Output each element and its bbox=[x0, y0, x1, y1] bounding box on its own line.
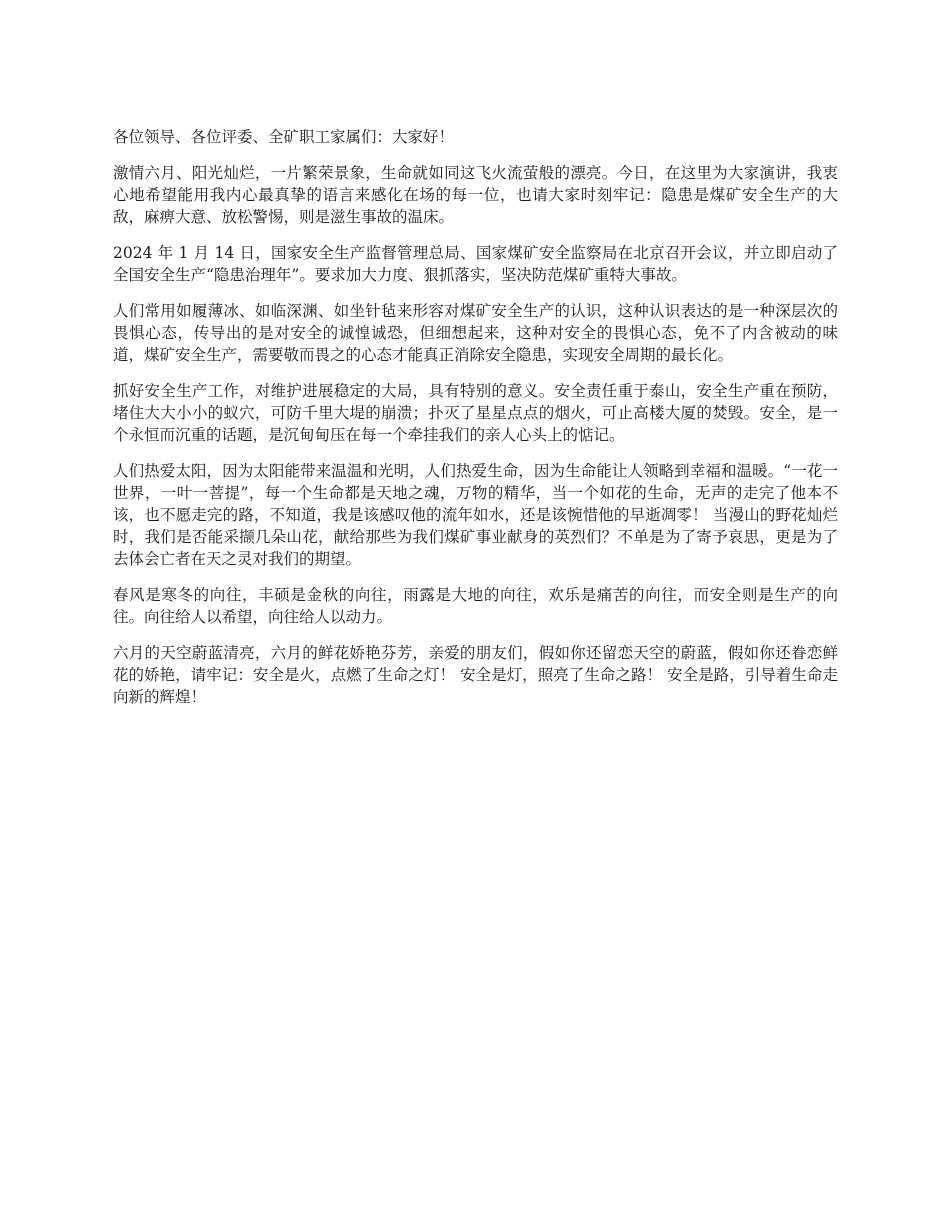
body-paragraph-2: 2024 年 1 月 14 日，国家安全生产监督管理总局、国家煤矿安全监察局在北京召开会议，并立即启动了全国安全生产“隐患治理年”。要求加大力度、狠抓落实，坚决防范煤矿重特大事故。 bbox=[113, 244, 838, 284]
body-paragraph-3: 人们常用如履薄冰、如临深渊、如坐针毡来形容对煤矿安全生产的认识，这种认识表达的是一种深层次的畏惧心态，传导出的是对安全的诚惶诚恐，但细想起来，这种对安全的畏惧心态，免不了内含被动的味道，煤矿安全生产，需要敬而畏之的心态才能真正消除安全隐患，实现安全周期的最长化。 bbox=[113, 302, 838, 364]
body-paragraph-1: 激情六月、阳光灿烂，一片繁荣景象，生命就如同这飞火流萤般的漂亮。今日，在这里为大家演讲，我衷心地希望能用我内心最真挚的语言来感化在场的每一位，也请大家时刻牢记：隐患是煤矿安全生产的大敌，麻痹大意、放松警惕，则是滋生事故的温床。 bbox=[113, 164, 838, 226]
greeting-paragraph: 各位领导、各位评委、全矿职工家属们：大家好！ bbox=[113, 128, 455, 146]
body-paragraph-4: 抓好安全生产工作，对维护进展稳定的大局，具有特别的意义。安全责任重于泰山，安全生产重在预防，堵住大大小小的蚁穴，可防千里大堤的崩溃；扑灭了星星点点的烟火，可止高楼大厦的焚毁。安全，是一个永恒而沉重的话题，是沉甸甸压在每一个牵挂我们的亲人心头上的惦记。 bbox=[113, 382, 838, 444]
body-paragraph-6: 春风是寒冬的向往，丰硕是金秋的向往，雨露是大地的向往，欢乐是痛苦的向往，而安全则是生产的向往。向往给人以希望，向往给人以动力。 bbox=[113, 586, 838, 626]
closing-paragraph: 六月的天空蔚蓝清亮，六月的鲜花娇艳芬芳，亲爱的朋友们，假如你还留恋天空的蔚蓝，假如你还眷恋鲜花的娇艳，请牢记：安全是火，点燃了生命之灯！ 安全是灯，照亮了生命之路！ 安全是路，引导着生命走向新的辉煌！ bbox=[113, 644, 838, 706]
body-paragraph-5: 人们热爱太阳，因为太阳能带来温温和光明，人们热爱生命，因为生命能让人领略到幸福和温暖。“一花一世界，一叶一菩提”，每一个生命都是天地之魂，万物的精华，当一个如花的生命，无声的走完了他本不该，也不愿走完的路，不知道，我是该感叹他的流年如水，还是该惋惜他的早逝凋零！ 当漫山的野花灿烂时，我们是否能采撷几朵山花，献给那些为我们煤矿事业献身的英烈们？不单是为了寄予哀思，更是为了去体会亡者在天之灵对我们的期望。 bbox=[113, 462, 838, 568]
speech-body bbox=[113, 126, 838, 722]
